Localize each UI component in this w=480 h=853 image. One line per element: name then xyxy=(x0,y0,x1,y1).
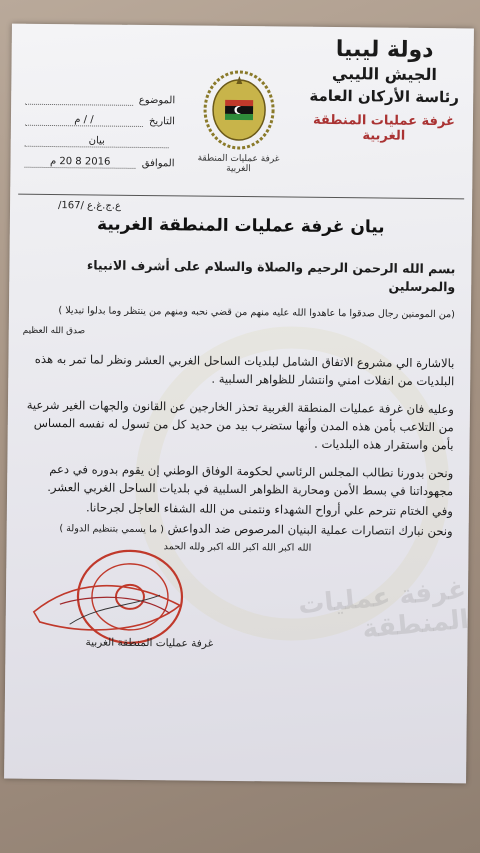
subject-label: الموضوع xyxy=(138,94,176,107)
paragraph-3: ونحن بدورنا نطالب المجلس الرئاسي لحكومة الوفاق الوطني إن يقوم بدوره في دعم مجهوداتنا في بسط الأمن ومحاربة الظواهر السلبية في بلديات الساحل الغربي العشر. xyxy=(47,462,454,499)
date-label: التاريخ xyxy=(148,116,176,128)
basmala: بسم الله الرحمن الرحيم والصلاة والسلام على أشرف الانبياء والمرسلين xyxy=(86,257,456,295)
chief-of-staff: رئاسة الأركان العامة xyxy=(309,86,460,107)
paragraph-2: وعليه فان غرفة عمليات المنطقة الغربية تحذر الخارجين عن القانون والجهات الغير شرعية من التلاعب بأمن هذه المدن وأنها ستضرب بيد من حديد كل من تسول له نفسه المساس بأمن واستقرار هذه البلديات . xyxy=(26,397,455,453)
emblem-caption: غرفة عمليات المنطقة الغربية xyxy=(197,153,280,175)
paragraph-5-note: ( ما يسمي بتنظيم الدولة ) xyxy=(59,523,164,536)
header-divider xyxy=(18,194,464,200)
document-page xyxy=(4,24,474,784)
quran-quote: (من المومنين رجال صدقوا ما عاهدوا الله عليه منهم من قضي نحبه ومنهم من ينتظر وما بدلوا تبديلا ) xyxy=(58,305,455,321)
paragraph-5-text: ونحن نبارك انتصارات عملية البنيان المرصوص ضد الدواعش xyxy=(167,521,453,539)
subject-row xyxy=(25,84,175,107)
date-value: / / م xyxy=(25,114,143,127)
watermark-text: غرفة عمليات المنطقة xyxy=(297,574,471,645)
statement-body xyxy=(20,256,455,553)
statement-title: بيان غرفة عمليات المنطقة الغربية xyxy=(96,214,385,238)
paragraph-1: بالاشارة الي مشروع الاتفاق الشامل لبلديات الساحل الغربي العشر ونظر لما تمر به هذه البلديات من انفلات امني وانتشار للظواهر السلبية . xyxy=(34,351,455,389)
corresponding-row xyxy=(24,147,174,170)
date-row xyxy=(25,105,175,128)
paragraph-4: وفي الختام نترحم علي أرواح الشهداء ونتمنى من الله الشفاء العاجل لجرحانا. xyxy=(85,500,453,519)
sadaqa: صدق الله العظيم xyxy=(22,325,86,337)
letterhead-right xyxy=(309,37,460,145)
country-name: دولة ليبيا xyxy=(335,36,434,64)
corresponding-label: الموافق xyxy=(141,157,175,170)
operations-room: غرفة عمليات المنطقة الغربية xyxy=(312,112,455,144)
type-row xyxy=(25,126,175,149)
reference-number: ع.ج.غ.ع /167/ xyxy=(58,200,122,212)
signature-block: غرفة عمليات المنطقة الغربية xyxy=(85,636,214,650)
army-name: الجيش الليبي xyxy=(331,63,438,85)
reference-fields xyxy=(24,84,175,170)
libyan-army-emblem-icon xyxy=(201,66,278,157)
corresponding-value: 2016 8 20 م xyxy=(24,156,135,169)
type-value: بيان xyxy=(25,135,169,149)
closing-takbir: الله اكبر الله اكبر الله اكبر ولله الحمد xyxy=(163,541,312,554)
